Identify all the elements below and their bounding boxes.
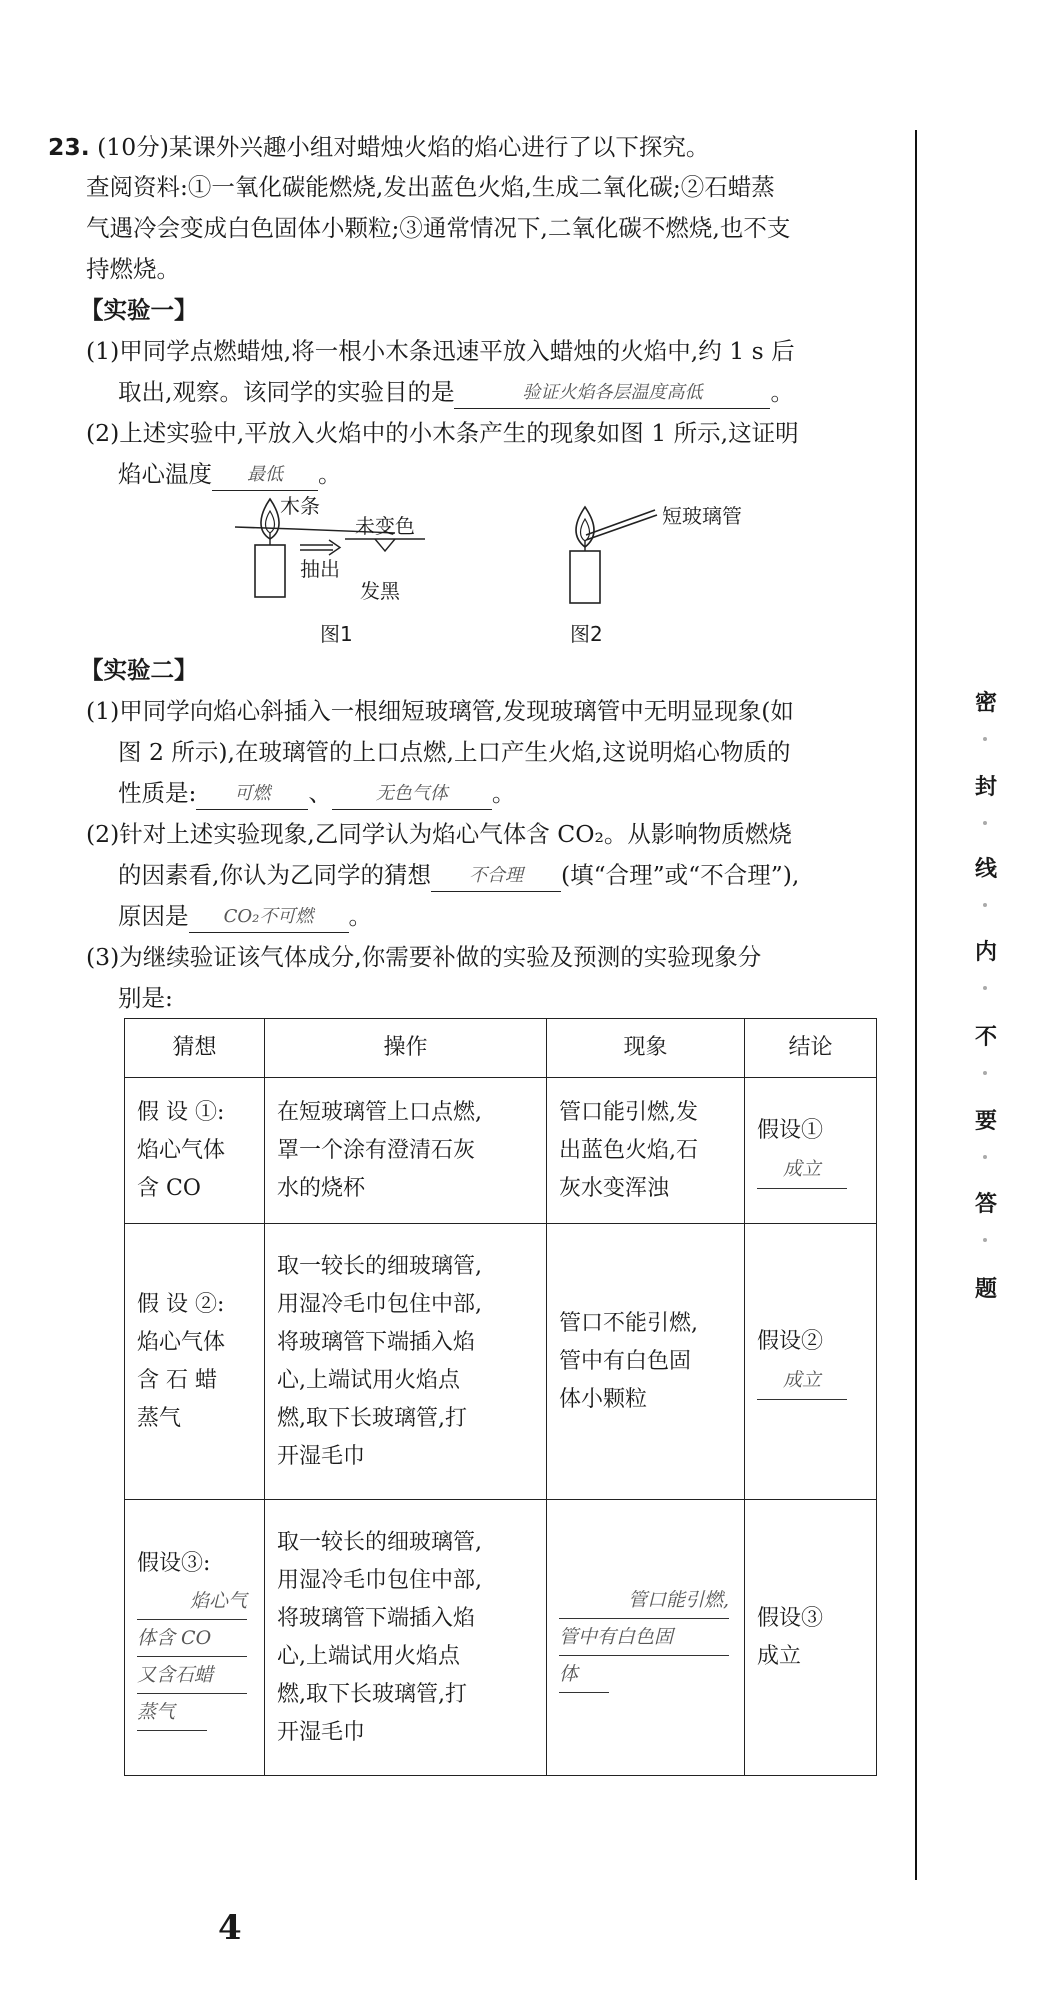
exp1-q1-answer-blank xyxy=(454,375,770,409)
row3-operation: 取一较长的细玻璃管, 用湿冷毛巾包住中部, 将玻璃管下端插入焰 心,上端试用火焰点 燃,取下长玻璃管,打 开湿毛巾 xyxy=(265,1500,547,1776)
table-header: 猜想 xyxy=(125,1019,265,1078)
exp2-q1-answer-a-blank xyxy=(196,776,308,810)
row3-conclusion: 假设③ 成立 xyxy=(745,1500,877,1776)
exp1-q2-line: (2)上述实验中,平放入火焰中的小木条产生的现象如图 1 所示,这证明 xyxy=(86,419,799,447)
seal-text-char: 答 xyxy=(975,1191,998,1217)
question-number: 23. xyxy=(48,133,90,161)
seal-dot xyxy=(983,1071,987,1075)
seal-dot xyxy=(983,903,987,907)
seal-dot xyxy=(983,1238,987,1242)
exp1-q1-answer: 验证火焰各层温度高低 xyxy=(522,382,703,403)
fig1-caption: 图1 xyxy=(320,622,353,646)
exp1-q1-line: (1)甲同学点燃蜡烛,将一根小木条迅速平放入蜡烛的火焰中,约 1 s 后 xyxy=(86,337,795,365)
fig2-caption: 图2 xyxy=(570,622,603,646)
exp2-q2-answer-blank xyxy=(431,858,561,892)
fig2-tube-label: 短玻璃管 xyxy=(662,504,742,528)
seal-line xyxy=(915,130,917,1880)
table-header: 操作 xyxy=(265,1019,547,1078)
row2-conclusion-answer: 成立 xyxy=(757,1361,847,1400)
figure1-candle-stick xyxy=(225,495,465,605)
exp2-q3-line: 别是: xyxy=(118,984,173,1012)
row2-operation: 取一较长的细玻璃管, 用湿冷毛巾包住中部, 将玻璃管下端插入焰 心,上端试用火焰点 燃,取下长玻璃管,打 开湿毛巾 xyxy=(265,1224,547,1500)
exp2-q3-line: (3)为继续验证该气体成分,你需要补做的实验及预测的实验现象分 xyxy=(86,943,762,971)
row2-hypothesis: 假 设 ②: 焰心气体 含 石 蜡 蒸气 xyxy=(125,1224,265,1500)
exp2-q1-answer-b-blank xyxy=(332,776,492,810)
table-row xyxy=(125,1078,877,1224)
exp2-q2-reason-blank xyxy=(189,899,349,933)
exp1-q1-line2: 取出,观察。该同学的实验目的是 验证火焰各层温度高低 。 xyxy=(118,377,794,411)
exp2-heading: 【实验二】 xyxy=(80,656,198,684)
seal-text-char: 密 xyxy=(975,690,998,716)
seal-text-char: 线 xyxy=(975,856,998,882)
exp2-q2-line3: 原因是 CO₂不可燃 。 xyxy=(118,901,372,935)
row1-hypothesis: 假 设 ①: 焰心气体 含 CO xyxy=(125,1078,265,1224)
exp1-q2-line2: 焰心温度 最低 。 xyxy=(118,459,342,493)
row2-observation: 管口不能引燃, 管中有白色固 体小颗粒 xyxy=(547,1224,745,1500)
row3-observation: 管口能引燃, 管中有白色固 体 xyxy=(547,1500,745,1776)
seal-text-char: 不 xyxy=(975,1024,998,1050)
seal-text-char: 封 xyxy=(975,774,998,800)
table-header: 结论 xyxy=(745,1019,877,1078)
reference-line: 持燃烧。 xyxy=(86,255,180,283)
fig1-black-label: 发黑 xyxy=(360,579,400,603)
row3-hypothesis: 假设③: 焰心气 体含 CO 又含石蜡 蒸气 xyxy=(125,1500,265,1776)
table-header-row xyxy=(125,1019,877,1078)
question-intro xyxy=(48,132,709,162)
table-row xyxy=(125,1224,877,1500)
table-header: 现象 xyxy=(547,1019,745,1078)
seal-dot xyxy=(983,821,987,825)
fig1-unchanged-label: 未变色 xyxy=(355,514,415,538)
exp2-q1-line3: 性质是: 可燃 、 无色气体 。 xyxy=(118,778,515,812)
row2-conclusion: 假设② 成立 xyxy=(745,1224,877,1500)
fig1-pull-label: 抽出 xyxy=(300,557,340,581)
exp2-q1-answer-a: 可燃 xyxy=(234,783,271,804)
row1-conclusion-answer: 成立 xyxy=(757,1150,847,1189)
seal-dot xyxy=(983,986,987,990)
exp1-q2-answer: 最低 xyxy=(247,464,283,485)
exp2-q1-line: 图 2 所示),在玻璃管的上口点燃,上口产生火焰,这说明焰心物质的 xyxy=(118,738,791,766)
seal-text-char: 题 xyxy=(975,1276,998,1302)
exp2-q1-line: (1)甲同学向焰心斜插入一根细短玻璃管,发现玻璃管中无明显现象(如 xyxy=(86,697,794,725)
reference-line: 气遇冷会变成白色固体小颗粒;③通常情况下,二氧化碳不燃烧,也不支 xyxy=(86,214,791,242)
exp1-heading: 【实验一】 xyxy=(80,296,198,324)
exp2-q2-line: (2)针对上述实验现象,乙同学认为焰心气体含 CO₂。从影响物质燃烧 xyxy=(86,820,792,848)
seal-text-char: 内 xyxy=(975,939,998,965)
page-number: 4 xyxy=(218,1908,242,1948)
reference-line: 查阅资料:①一氧化碳能燃烧,发出蓝色火焰,生成二氧化碳;②石蜡蒸 xyxy=(86,173,775,201)
exp2-q1-answer-b: 无色气体 xyxy=(375,783,448,804)
row1-operation: 在短玻璃管上口点燃, 罩一个涂有澄清石灰 水的烧杯 xyxy=(265,1078,547,1224)
row1-conclusion: 假设① 成立 xyxy=(745,1078,877,1224)
experiment-table xyxy=(124,1018,877,1776)
seal-dot xyxy=(983,737,987,741)
exp2-q2-line2: 的因素看,你认为乙同学的猜想 不合理 (填“合理”或“不合理”), xyxy=(118,860,799,894)
figure2-candle-tube xyxy=(550,505,660,605)
seal-dot xyxy=(983,1155,987,1159)
exp2-q2-reason: CO₂不可燃 xyxy=(223,906,314,927)
seal-text-char: 要 xyxy=(975,1108,998,1134)
row1-observation: 管口能引燃,发 出蓝色火焰,石 灰水变浑浊 xyxy=(547,1078,745,1224)
fig1-stick-label: 木条 xyxy=(280,494,320,518)
exp2-q2-answer: 不合理 xyxy=(468,865,523,886)
exp1-q2-answer-blank xyxy=(212,457,318,491)
question-intro-text: (10分)某课外兴趣小组对蜡烛火焰的焰心进行了以下探究。 xyxy=(97,133,710,161)
table-row xyxy=(125,1500,877,1776)
